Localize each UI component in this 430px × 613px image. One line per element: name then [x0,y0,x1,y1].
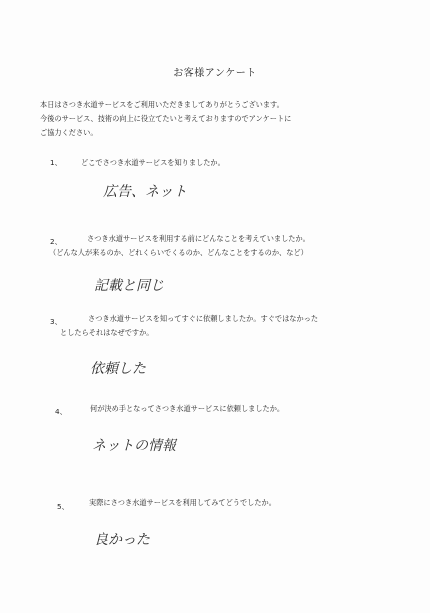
question-1-number: 1、 [50,158,62,167]
handwriting-1-text: 広告、ネット [103,184,187,200]
question-1-text: どこでさつき水道サービスを知りましたか。 [81,158,225,167]
handwriting-2-text: 記載と同じ [94,278,164,294]
question-3-number: 3、 [50,317,62,326]
question-2-text-line-2: （どんな人が来るのか、どれくらいでくるのか、どんなことをするのか、など） [49,248,308,257]
intro-line-1: 本日はさつき水道サービスをご利用いただきましてありがとうございます。 [40,100,284,109]
handwriting-3-text: 依頼した [90,361,146,377]
handwriting-4-text: ネットの情報 [92,438,176,454]
intro-line-3: ご協力ください。 [40,128,98,137]
handwriting-4 [92,432,202,458]
question-2-text-line-1: さつき水道サービスを利用する前にどんなことを考えていましたか。 [87,234,310,243]
question-3-handwritten-answer [90,355,180,381]
page-title: お客様アンケート [173,68,257,79]
question-2-number: 2、 [50,237,62,246]
question-4-handwritten-answer [92,432,202,458]
handwriting-2 [94,272,204,298]
intro-line-2: 今後のサービス、技術の向上に役立てたいと考えておりますのでアンケートに [40,114,292,123]
question-5-handwritten-answer [94,526,184,552]
handwriting-3 [90,355,180,381]
handwriting-1 [103,178,203,204]
handwriting-5-text: 良かった [94,532,150,548]
question-2-handwritten-answer [94,272,204,298]
question-5-text: 実際にさつき水道サービスを利用してみてどうでしたか。 [89,498,276,507]
question-3-text-line-1: さつき水道サービスを知ってすぐに依頼しましたか。すぐではなかった [88,314,319,323]
question-4-number: 4、 [55,407,67,416]
question-3-text-line-2: としたらそれはなぜですか。 [60,328,154,337]
question-4-text: 何が決め手となってさつき水道サービスに依頼しましたか。 [90,404,285,413]
question-5-number: 5、 [57,502,69,511]
handwriting-5 [94,526,184,552]
question-1-handwritten-answer [103,178,203,204]
